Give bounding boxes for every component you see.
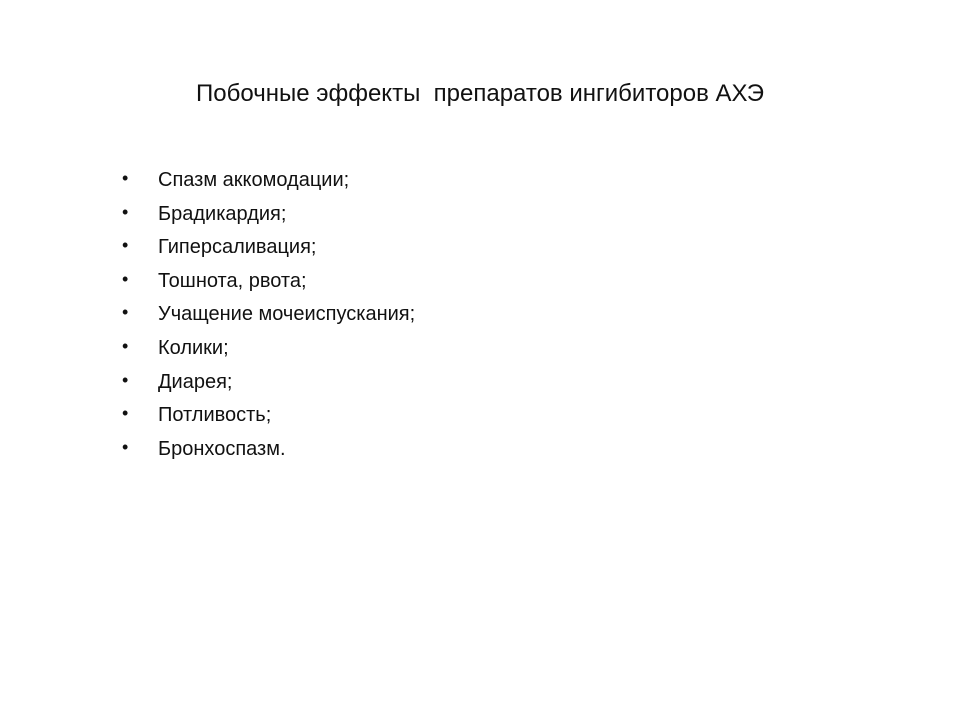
bullet-icon: •: [122, 235, 129, 256]
bullet-icon: •: [122, 369, 129, 390]
bullet-text: Тошнота, рвота;: [158, 269, 307, 292]
bullet-icon: •: [122, 201, 129, 222]
bullet-item-bronchospasm: [122, 433, 415, 467]
bullet-icon: •: [122, 168, 129, 188]
bullet-item-frequent-urination: [122, 298, 415, 332]
bullet-icon: •: [122, 335, 129, 356]
bullet-item-bradycardia: [122, 198, 415, 232]
bullet-icon: •: [122, 268, 129, 289]
bullet-text: Спазм аккомодации;: [158, 169, 350, 191]
bullet-item-colic: [122, 332, 415, 366]
bullet-text: Гиперсаливация;: [158, 236, 317, 259]
bullet-item-diarrhea: [122, 366, 415, 400]
bullet-text: Бронхоспазм.: [158, 437, 286, 460]
bullet-icon: •: [122, 403, 129, 424]
bullet-text: Колики;: [158, 336, 229, 359]
slide-title: Побочные эффекты препаратов ингибиторов АХЭ: [196, 80, 764, 107]
bullet-list: [122, 164, 415, 466]
bullet-text: Потливость;: [158, 404, 272, 427]
bullet-item-hypersalivation: [122, 231, 415, 265]
bullet-item-spasm-accommodation: [122, 164, 415, 198]
bullet-icon: •: [122, 436, 129, 457]
bullet-item-nausea-vomiting: [122, 265, 415, 299]
bullet-text: Учащение мочеиспускания;: [158, 303, 416, 326]
bullet-icon: •: [122, 302, 129, 323]
bullet-text: Брадикардия;: [158, 202, 287, 225]
bullet-text: Диарея;: [158, 370, 233, 393]
bullet-item-sweating: [122, 399, 415, 433]
